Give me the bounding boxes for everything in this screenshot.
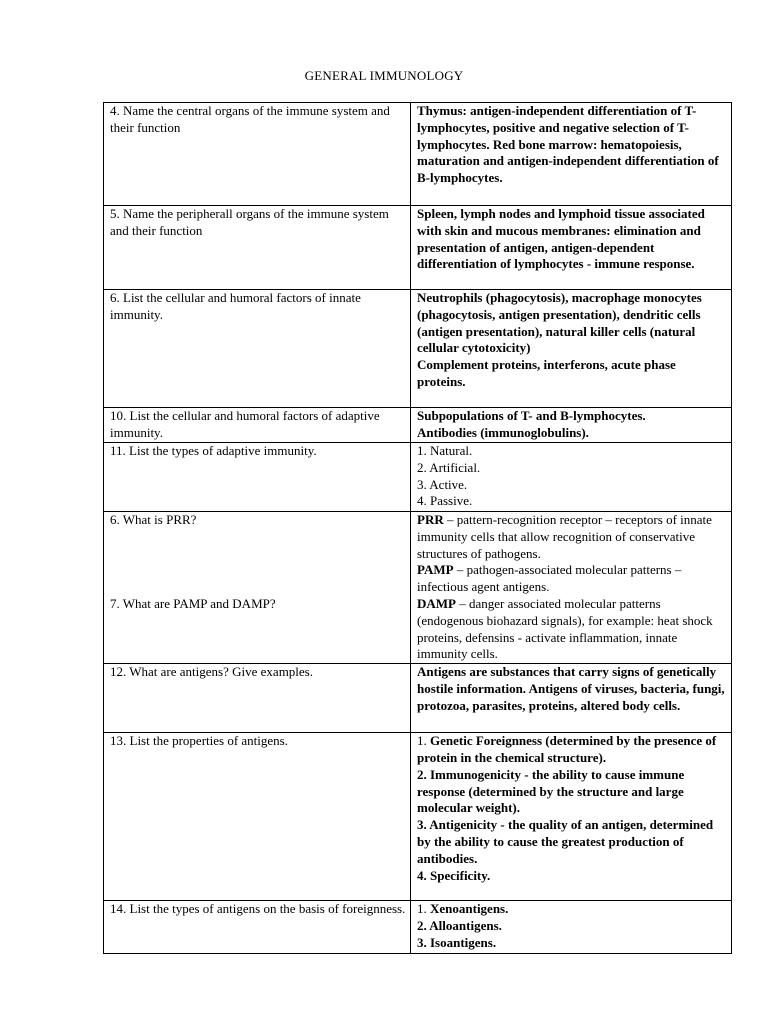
question-cell: 10. List the cellular and humoral factors of adaptive immunity. xyxy=(104,408,411,443)
answer-cell xyxy=(411,290,732,408)
table-row xyxy=(104,664,732,733)
list-item: 1. Xenoantigens. xyxy=(417,901,509,917)
answer-cell xyxy=(411,733,732,901)
question-prr: 6. What is PRR? xyxy=(110,512,197,527)
list-item: 3. Isoantigens. xyxy=(417,934,497,950)
damp-definition: DAMP – danger associated molecular patterns (endogenous biohazard signals), for example: heat shock proteins, defensins - activate inflammation, innate immunity cells. xyxy=(417,595,713,662)
question-cell: 11. List the types of adaptive immunity. xyxy=(104,443,411,512)
answer-line: Subpopulations of T- and B-lymphocytes. xyxy=(417,408,646,423)
table-row xyxy=(104,103,732,206)
answer-cell: Spleen, lymph nodes and lymphoid tissue associated with skin and mucous membranes: elimination and presentation of antigen, antigen-dependent differentiation of lymphocytes - immune response. xyxy=(411,206,732,290)
answer-cell: Antigens are substances that carry signs of genetically hostile information. Antigens of viruses, bacteria, fungi, protozoa, parasites, proteins, altered body cells. xyxy=(411,664,732,733)
list-item: 4. Passive. xyxy=(417,493,473,509)
prr-definition: PRR – pattern-recognition receptor – receptors of innate immunity cells that allow recognition of conservative structures of pathogens. xyxy=(417,512,712,561)
answer-line: Antibodies (immunoglobulins). xyxy=(417,424,589,440)
list-item: 4. Specificity. xyxy=(417,867,491,883)
damp-term: DAMP xyxy=(417,595,456,611)
answer-cell xyxy=(411,512,732,664)
question-pamp-damp: 7. What are PAMP and DAMP? xyxy=(110,595,276,611)
table-row xyxy=(104,512,732,664)
answer-line: Neutrophils (phagocytosis), macrophage monocytes (phagocytosis, antigen presentation), dendritic cells (antigen presentation), natural killer cells (natural cellular cytotoxicity) xyxy=(417,290,702,356)
list-item: 3. Antigenicity - the quality of an antigen, determined by the ability to cause the greatest production of antibodies. xyxy=(417,817,714,866)
table-row xyxy=(104,733,732,901)
qa-table xyxy=(103,102,732,954)
list-item: 2. Immunogenicity - the ability to cause immune response (determined by the structure and large molecular weight). xyxy=(417,766,685,816)
list-item: 2. Alloantigens. xyxy=(417,917,502,933)
question-cell: 6. List the cellular and humoral factors of innate immunity. xyxy=(104,290,411,408)
list-item: 1. Genetic Foreignness (determined by the presence of protein in the chemical structure). xyxy=(417,733,717,765)
list-item: 3. Active. xyxy=(417,476,468,492)
table-row xyxy=(104,443,732,512)
pamp-term: PAMP xyxy=(417,562,454,578)
answer-cell xyxy=(411,443,732,512)
question-cell: 13. List the properties of antigens. xyxy=(104,733,411,901)
question-cell xyxy=(104,512,411,664)
question-cell: 14. List the types of antigens on the basis of foreignness. xyxy=(104,901,411,954)
list-item: 1. Natural. xyxy=(417,443,473,458)
table-row xyxy=(104,408,732,443)
question-cell: 4. Name the central organs of the immune system and their function xyxy=(104,103,411,206)
table-row xyxy=(104,206,732,290)
page-title: GENERAL IMMUNOLOGY xyxy=(304,68,464,83)
pamp-definition: PAMP – pathogen-associated molecular patterns – infectious agent antigens. xyxy=(417,562,682,595)
prr-term: PRR xyxy=(417,512,444,527)
list-item: 2. Artificial. xyxy=(417,459,481,475)
question-cell: 5. Name the peripherall organs of the immune system and their function xyxy=(104,206,411,290)
answer-line: Complement proteins, interferons, acute phase proteins. xyxy=(417,357,676,389)
table-row xyxy=(104,901,732,954)
table-row xyxy=(104,290,732,408)
answer-cell xyxy=(411,901,732,954)
answer-cell xyxy=(411,408,732,443)
question-cell: 12. What are antigens? Give examples. xyxy=(104,664,411,733)
answer-cell: Thymus: antigen-independent differentiation of T-lymphocytes, positive and negative selection of T-lymphocytes. Red bone marrow: hematopoiesis, maturation and antigen-independent differentiation of B-lymphocytes. xyxy=(411,103,732,206)
